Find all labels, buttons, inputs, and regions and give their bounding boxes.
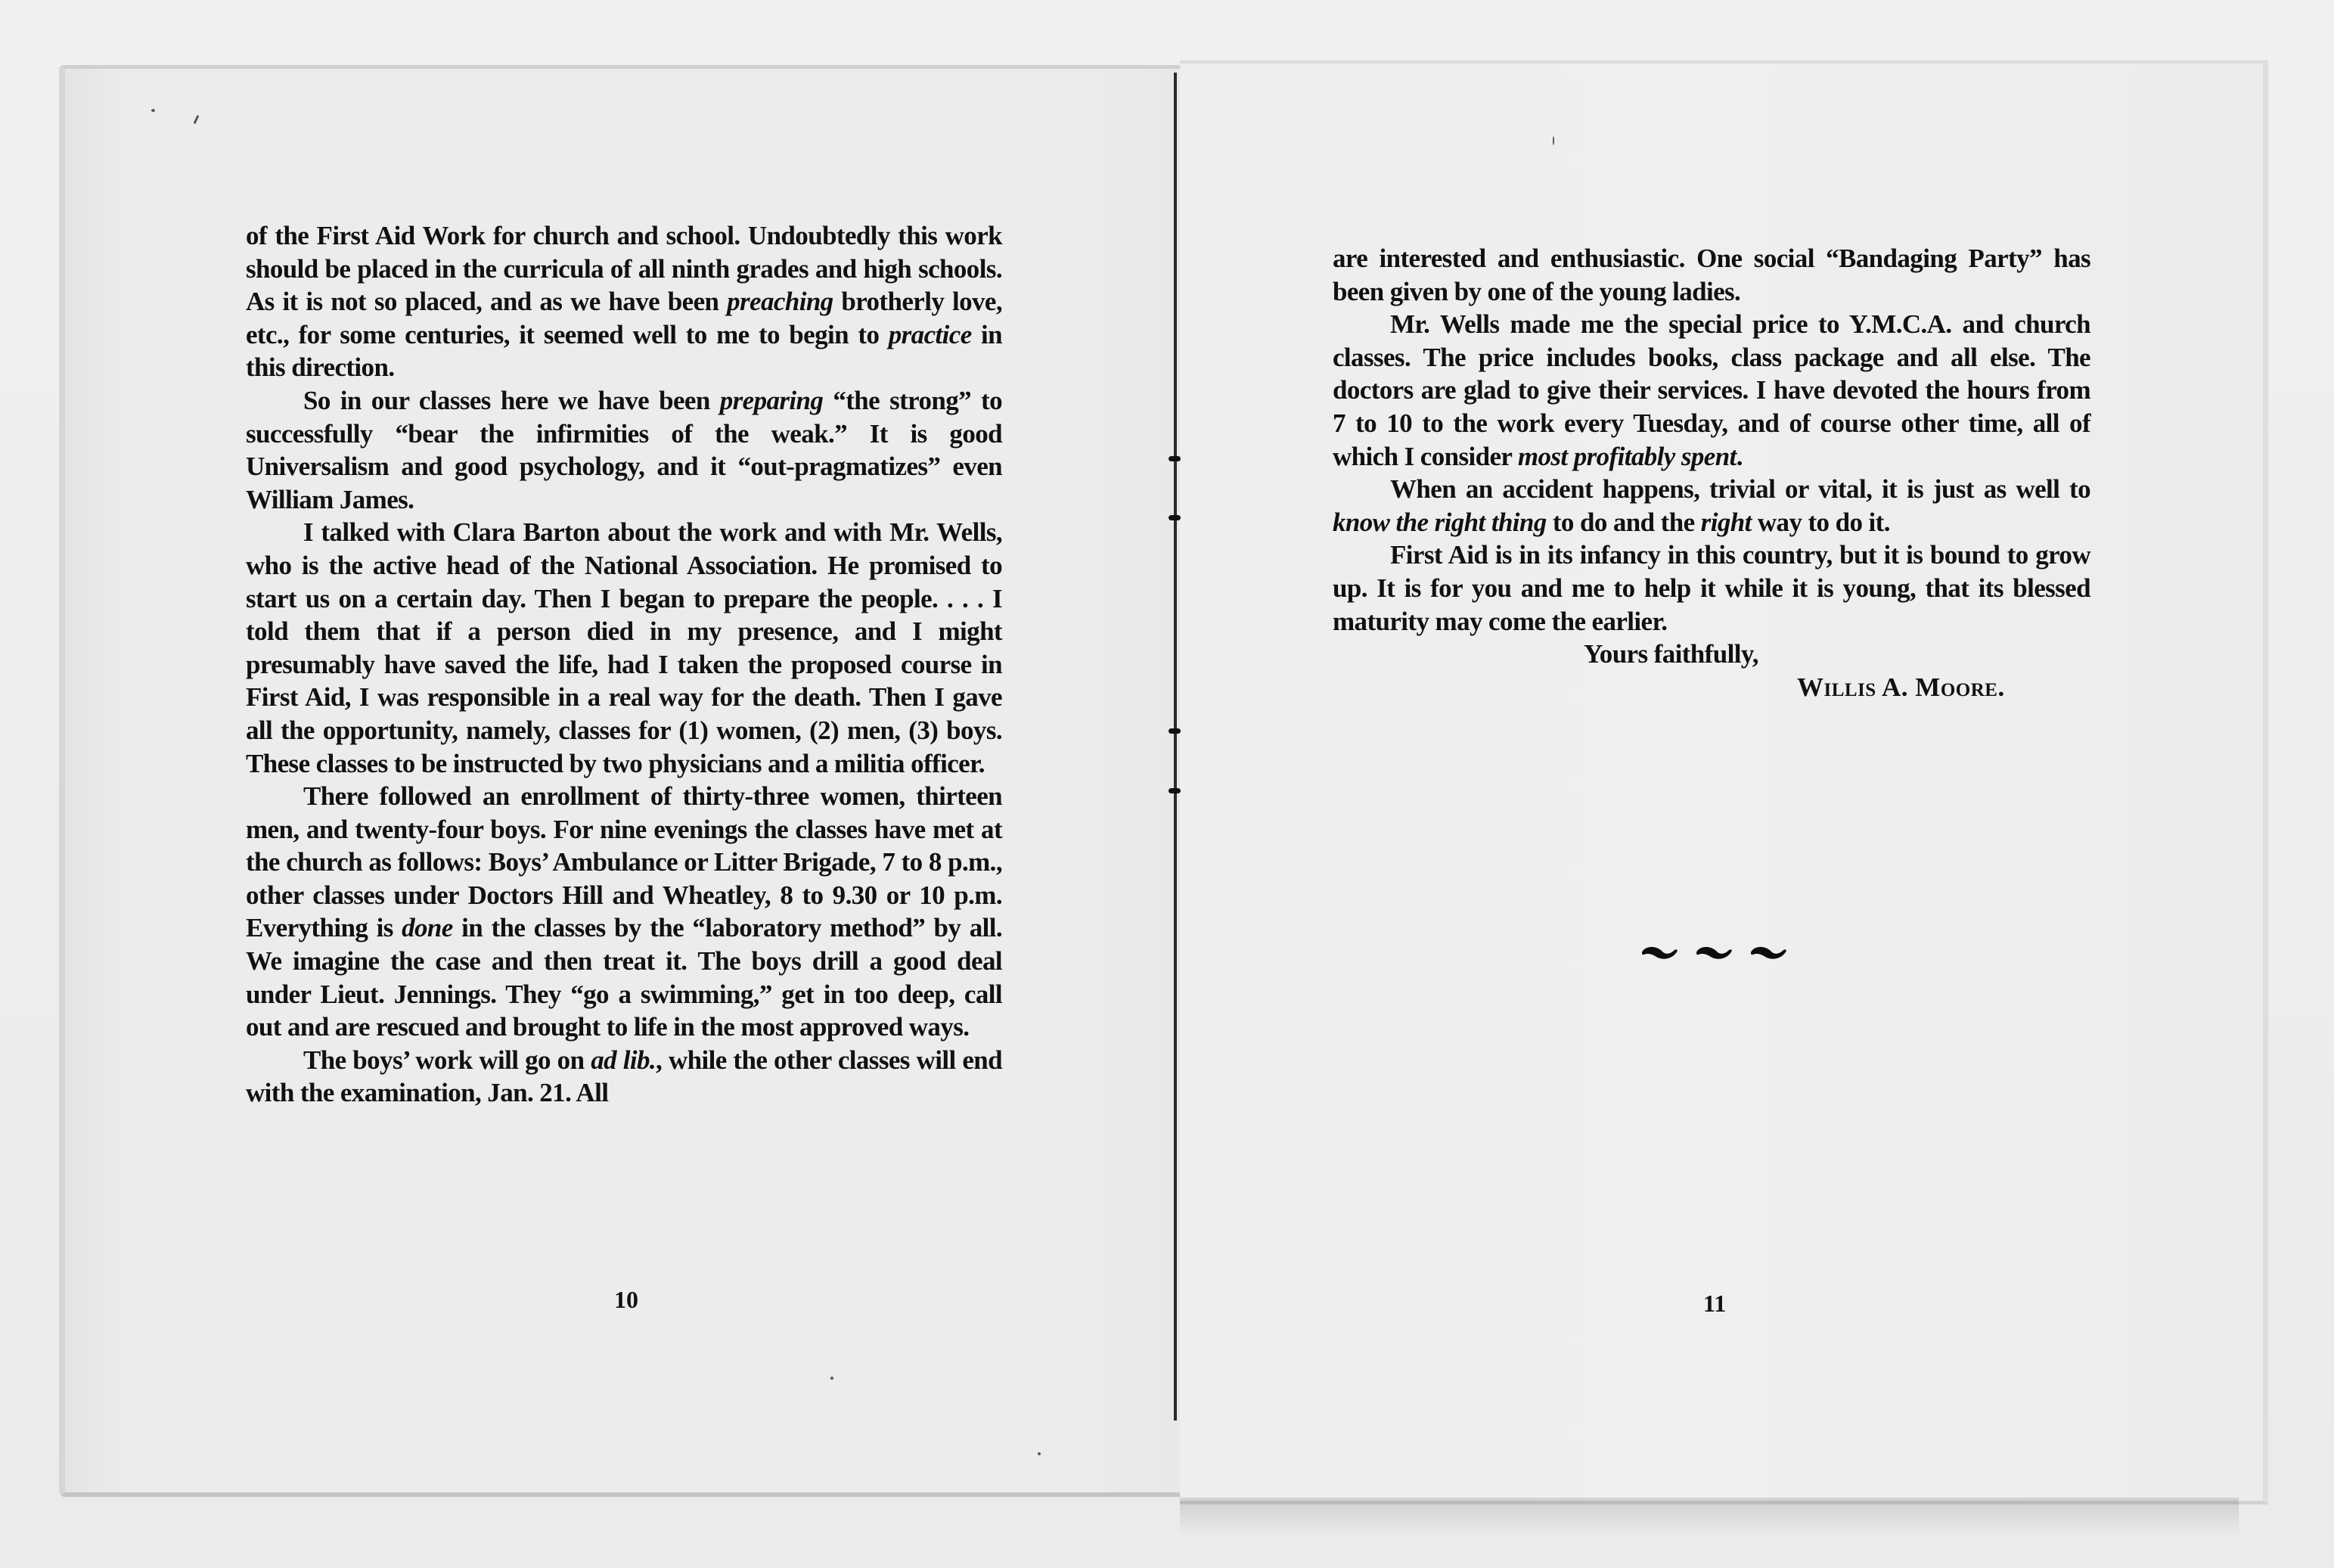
- page-number-left: 10: [614, 1286, 638, 1313]
- text-run: I talked with Clara Barton about the work and with Mr. Wells, who is the active head of the National Association. He promised to start us on a certain day. Then I began to prepare the people. . . . I told them that if a person died in my presence, and I might presumably have saved the life, had I taken the proposed course in First Aid, I was responsible in a real way for the death. Then I gave all the opportunity, namely, classes for (1) women, (2) men, (3) boys. These classes to be instructed by two physicians and a militia officer.: [246, 517, 1002, 778]
- paper-speck: [1553, 136, 1554, 145]
- italic-text-run: preparing: [719, 385, 824, 415]
- text-run: are interested and enthusiastic. One social “Bandaging Party” has been given by one of the young ladies.: [1333, 244, 2090, 306]
- letter-closing: Yours faithfully,: [1584, 639, 1758, 669]
- text-run: of the First Aid Work for church and school. Undoubtedly this work should be placed in the curricula of all ninth grades and high schools. As it is not so placed, and as we have been: [246, 221, 1002, 317]
- text-run: When an accident happens, trivial or vital, it is just as well to: [1390, 474, 2090, 505]
- paragraph: [1333, 308, 2090, 473]
- leaf-ornament-icon: [1696, 944, 1733, 967]
- letter-signature: Willis A. Moore.: [1797, 672, 2005, 702]
- text-run: “the strong” to successfully “bear the infirmities of the weak.” It is good Universalism and good psychology, and it “out-pragmatizes” even William James.: [246, 385, 1003, 514]
- page-curl-shadow: [1180, 1498, 2239, 1535]
- italic-text-run: know the right thing: [1333, 507, 1547, 537]
- paragraph: [1333, 242, 2090, 308]
- binding-stitch-mark: [1169, 788, 1181, 793]
- text-run: .: [1736, 441, 1743, 471]
- text-run: So in our classes here we have been: [303, 385, 720, 415]
- paragraph: [246, 516, 1002, 780]
- paragraph: [246, 384, 1002, 516]
- paragraph: [1333, 539, 2090, 638]
- italic-text-run: right: [1700, 507, 1752, 537]
- text-run: way to do it.: [1751, 507, 1890, 537]
- paragraph: [1333, 473, 2090, 539]
- text-run: First Aid is in its infancy in this country, but it is bound to grow up. It is for you and me to help it while it is young, that its blessed maturity may come the earlier.: [1333, 540, 2090, 636]
- paragraph: [246, 1044, 1002, 1110]
- paper-speck: [830, 1377, 833, 1380]
- text-run: There followed an enrollment of thirty-three women, thirteen men, and twenty-four boys. For nine evenings the classes have met at the church as follows: Boys’ Ambulance or Litter Brigade, 7 to 8 p.m., other classes under Doctors Hill and Wheatley, 8 to 9.30 or 10 p.m. Everything is: [246, 781, 1002, 943]
- text-run: in this direction.: [246, 319, 1003, 383]
- text-run: brotherly love, etc., for some centuries, it seemed well to me to begin to: [246, 287, 1002, 349]
- leaf-ornament-icon: [1641, 944, 1679, 967]
- text-run: Mr. Wells made me the special price to Y.M.C.A. and church classes. The price includes books, class package and all else. The doctors are glad to give their services. I have devoted the hours from 7 to 10 to the work every Tuesday, and of course other time, all of which I consider: [1333, 309, 2090, 471]
- paragraph: [246, 780, 1002, 1044]
- binding-stitch-mark: [1169, 728, 1181, 734]
- right-page-body: [1333, 242, 2090, 703]
- italic-text-run: preaching: [727, 287, 833, 317]
- left-page-body: [246, 219, 1002, 1110]
- italic-text-run: practice: [888, 319, 972, 349]
- page-number-right: 11: [1703, 1290, 1727, 1317]
- paper-speck: [151, 109, 155, 112]
- leaf-ornament-icon: [1750, 944, 1788, 967]
- binding-stitch-mark: [1169, 515, 1181, 520]
- letter-paragraphs: [1333, 242, 2090, 638]
- italic-text-run: ad lib.: [591, 1045, 656, 1075]
- italic-text-run: done: [402, 913, 453, 943]
- text-run: The boys’ work will go on: [303, 1045, 591, 1075]
- paper-speck: [1038, 1452, 1041, 1455]
- italic-text-run: most profitably spent: [1517, 441, 1737, 471]
- text-run: , while the other classes will end with the examination, Jan. 21. All: [246, 1045, 1003, 1108]
- text-run: to do and the: [1546, 507, 1701, 537]
- binding-gutter: [1174, 73, 1177, 1421]
- binding-stitch-mark: [1169, 456, 1181, 461]
- text-run: in the classes by the “laboratory method” by all. We imagine the case and then treat it. The boys drill a good deal under Lieut. Jennings. They “go a swimming,” get in too deep, call out and are rescued and brought to life in the most approved ways.: [246, 913, 1002, 1042]
- section-ornament: [1641, 944, 1788, 967]
- paragraph: [246, 219, 1002, 384]
